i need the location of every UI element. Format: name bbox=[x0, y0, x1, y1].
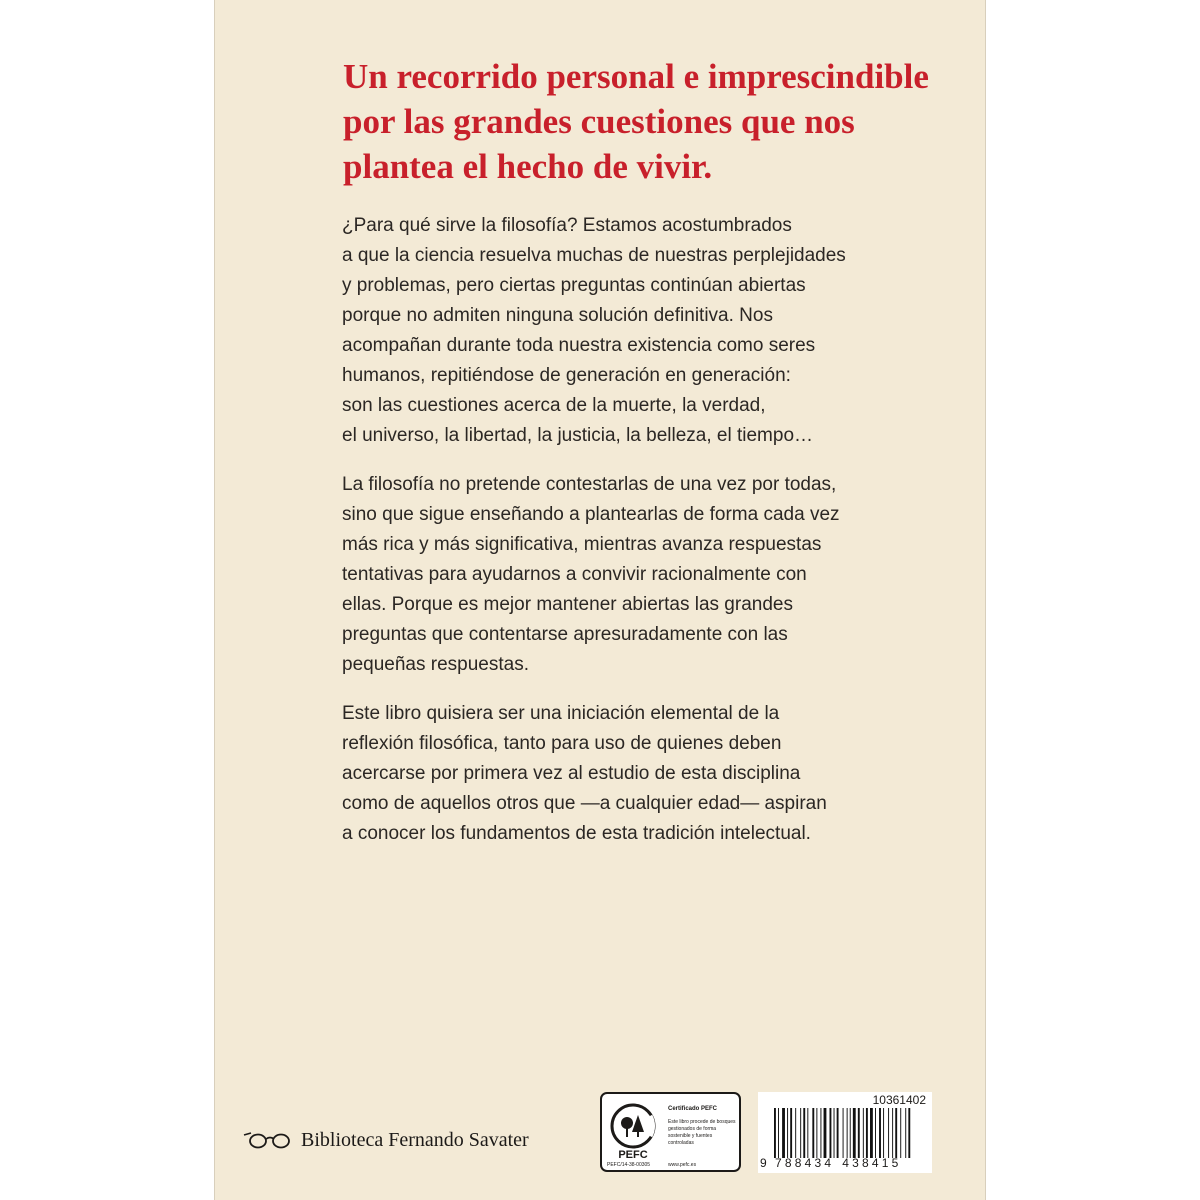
barcode-bar bbox=[850, 1108, 851, 1158]
barcode-digits-right: 438415 bbox=[842, 1156, 902, 1170]
headline bbox=[343, 54, 943, 189]
text-line: humanos, repitiéndose de generación en generación: bbox=[342, 365, 791, 386]
blurb-paragraph-1 bbox=[342, 211, 982, 451]
headline-line: Un recorrido personal e imprescindible bbox=[343, 57, 929, 96]
barcode-bar bbox=[820, 1108, 821, 1158]
barcode-bar bbox=[803, 1108, 805, 1158]
barcode-bar bbox=[870, 1108, 873, 1158]
barcode-top-code: 10361402 bbox=[872, 1093, 926, 1107]
barcode-bar bbox=[853, 1108, 856, 1158]
pefc-name: PEFC bbox=[618, 1149, 648, 1161]
barcode-bar bbox=[900, 1108, 901, 1158]
pefc-description: Este libro procede de bosques gestionados de forma sostenible y fuentes controladas bbox=[668, 1119, 736, 1146]
pefc-trees-icon bbox=[609, 1102, 657, 1150]
barcode-bar bbox=[795, 1108, 796, 1158]
barcode-bar bbox=[778, 1108, 779, 1158]
barcode-bar bbox=[787, 1108, 788, 1158]
text-line: pequeñas respuestas. bbox=[342, 654, 529, 675]
blurb-paragraph-2 bbox=[342, 470, 982, 680]
text-line: acompañan durante toda nuestra existencia como seres bbox=[342, 335, 816, 356]
barcode-bar bbox=[790, 1108, 792, 1158]
barcode-bar bbox=[895, 1108, 897, 1158]
barcode-bar bbox=[837, 1108, 839, 1158]
barcode-bar bbox=[892, 1108, 893, 1158]
barcode-bar bbox=[807, 1108, 808, 1158]
pefc-certification-label bbox=[600, 1092, 741, 1172]
pefc-code: PEFC/14-38-00305 bbox=[607, 1162, 651, 1168]
pefc-website: www.pefc.es bbox=[668, 1162, 697, 1168]
barcode-bar bbox=[834, 1108, 835, 1158]
barcode-bar bbox=[863, 1108, 864, 1158]
book-back-cover bbox=[214, 0, 986, 1200]
series-name: Biblioteca Fernando Savater bbox=[301, 1128, 529, 1151]
barcode-bars bbox=[774, 1108, 924, 1158]
headline-line: por las grandes cuestiones que nos bbox=[343, 102, 855, 141]
barcode-bar bbox=[905, 1108, 906, 1158]
text-line: tentativas para ayudarnos a convivir racionalmente con bbox=[342, 564, 807, 585]
text-line: Este libro quisiera ser una iniciación elemental de la bbox=[342, 703, 780, 724]
barcode-digits bbox=[760, 1156, 930, 1170]
barcode-bar bbox=[858, 1108, 860, 1158]
barcode-digit-lead: 9 bbox=[760, 1156, 767, 1170]
barcode-bar bbox=[782, 1108, 785, 1158]
barcode-bar bbox=[816, 1108, 817, 1158]
blurb-paragraph-3 bbox=[342, 699, 982, 849]
barcode-bar bbox=[824, 1108, 827, 1158]
text-line: ellas. Porque es mejor mantener abiertas las grandes bbox=[342, 594, 793, 615]
barcode-bar bbox=[883, 1108, 884, 1158]
blurb bbox=[342, 211, 982, 868]
glasses-icon bbox=[243, 1129, 291, 1151]
text-line: y problemas, pero ciertas preguntas continúan abiertas bbox=[342, 275, 806, 296]
text-line: La filosofía no pretende contestarlas de una vez por todas, bbox=[342, 474, 837, 495]
barcode-bar bbox=[830, 1108, 832, 1158]
isbn-barcode bbox=[758, 1092, 932, 1173]
barcode-bar bbox=[866, 1108, 868, 1158]
barcode-bar bbox=[774, 1108, 776, 1158]
text-line: acercarse por primera vez al estudio de esta disciplina bbox=[342, 763, 801, 784]
text-line: sino que sigue enseñando a plantearlas de forma cada vez bbox=[342, 504, 840, 525]
headline-line: plantea el hecho de vivir. bbox=[343, 147, 713, 186]
text-line: el universo, la libertad, la justicia, la belleza, el tiempo… bbox=[342, 425, 814, 446]
barcode-bar bbox=[875, 1108, 876, 1158]
text-line: preguntas que contentarse apresuradamente con las bbox=[342, 624, 788, 645]
text-line: más rica y más significativa, mientras avanza respuestas bbox=[342, 534, 822, 555]
barcode-digits-left: 788434 bbox=[775, 1156, 835, 1170]
barcode-bar bbox=[847, 1108, 848, 1158]
text-line: reflexión filosófica, tanto para uso de quienes deben bbox=[342, 733, 782, 754]
barcode-bar bbox=[800, 1108, 801, 1158]
text-line: ¿Para qué sirve la filosofía? Estamos acostumbrados bbox=[342, 215, 792, 236]
series-brand bbox=[243, 1125, 529, 1155]
pefc-title: Certificado PEFC bbox=[668, 1106, 718, 1112]
barcode-bar bbox=[888, 1108, 889, 1158]
barcode-bar bbox=[843, 1108, 844, 1158]
text-line: a conocer los fundamentos de esta tradición intelectual. bbox=[342, 823, 811, 844]
text-line: porque no admiten ninguna solución definitiva. Nos bbox=[342, 305, 773, 326]
barcode-bar bbox=[812, 1108, 814, 1158]
text-line: a que la ciencia resuelva muchas de nuestras perplejidades bbox=[342, 245, 846, 266]
text-line: como de aquellos otros que —a cualquier edad— aspiran bbox=[342, 793, 827, 814]
barcode-bar bbox=[908, 1108, 910, 1158]
text-line: son las cuestiones acerca de la muerte, la verdad, bbox=[342, 395, 766, 416]
barcode-bar bbox=[879, 1108, 881, 1158]
